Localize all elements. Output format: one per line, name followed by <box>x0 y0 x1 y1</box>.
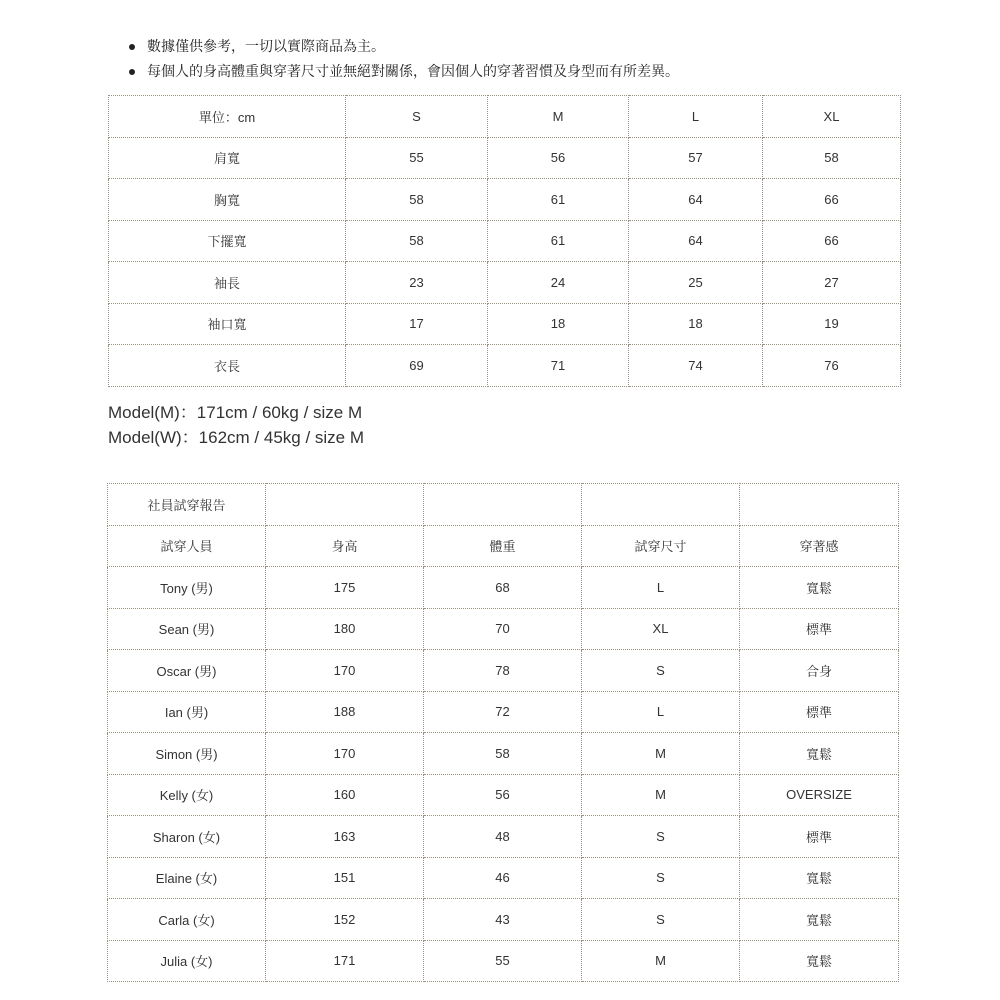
table-cell: 66 <box>763 179 901 221</box>
table-cell: 試穿人員 <box>108 525 266 567</box>
model-info <box>108 400 364 450</box>
table-cell: L <box>629 96 763 138</box>
table-cell: 170 <box>266 733 424 775</box>
table-cell: 試穿尺寸 <box>582 525 740 567</box>
table-cell: 188 <box>266 691 424 733</box>
table-cell: 標準 <box>740 816 899 858</box>
table-cell: 58 <box>346 220 488 262</box>
table-cell: 寬鬆 <box>740 567 899 609</box>
table-cell: 17 <box>346 303 488 345</box>
table-cell: 43 <box>424 899 582 941</box>
table-cell: S <box>346 96 488 138</box>
table-cell: 56 <box>424 774 582 816</box>
table-cell: 58 <box>763 137 901 179</box>
table-cell: 寬鬆 <box>740 940 899 982</box>
table-cell: Julia (女) <box>108 940 266 982</box>
table-cell: Ian (男) <box>108 691 266 733</box>
table-cell: 19 <box>763 303 901 345</box>
table-cell: M <box>582 733 740 775</box>
table-cell: M <box>488 96 629 138</box>
table-cell: 標準 <box>740 608 899 650</box>
table-cell: 175 <box>266 567 424 609</box>
table-cell: 76 <box>763 345 901 387</box>
table-cell: 穿著感 <box>740 525 899 567</box>
table-cell: 寬鬆 <box>740 857 899 899</box>
table-row <box>109 262 901 304</box>
table-cell: Elaine (女) <box>108 857 266 899</box>
table-title: 社員試穿報告 <box>108 484 266 526</box>
table-cell: 61 <box>488 179 629 221</box>
table-cell: S <box>582 857 740 899</box>
table-cell: Simon (男) <box>108 733 266 775</box>
table-row <box>108 691 899 733</box>
table-cell: 23 <box>346 262 488 304</box>
table-cell: 58 <box>424 733 582 775</box>
table-cell: 袖長 <box>109 262 346 304</box>
table-cell: XL <box>763 96 901 138</box>
table-cell: Kelly (女) <box>108 774 266 816</box>
table-cell: OVERSIZE <box>740 774 899 816</box>
table-row <box>108 733 899 775</box>
table-cell: 152 <box>266 899 424 941</box>
table-cell: 袖口寬 <box>109 303 346 345</box>
model-m: Model(M)：171cm / 60kg / size M <box>108 403 363 422</box>
table-row <box>109 303 901 345</box>
table-row <box>109 137 901 179</box>
table-cell: 體重 <box>424 525 582 567</box>
table-cell: 身高 <box>266 525 424 567</box>
table-cell: 58 <box>346 179 488 221</box>
table-cell: 胸寬 <box>109 179 346 221</box>
table-row <box>108 857 899 899</box>
table-title-row <box>108 484 899 526</box>
table-cell: 70 <box>424 608 582 650</box>
table-row <box>108 940 899 982</box>
table-cell: 160 <box>266 774 424 816</box>
table-header-row <box>108 525 899 567</box>
table-cell: 64 <box>629 220 763 262</box>
table-cell: 24 <box>488 262 629 304</box>
table-cell: 171 <box>266 940 424 982</box>
table-cell: 74 <box>629 345 763 387</box>
note: 每個人的身高體重與穿著尺寸並無絕對關係，會因個人的穿著習慣及身型而有所差異。 <box>125 59 679 84</box>
table-cell: 寬鬆 <box>740 733 899 775</box>
table-cell: 18 <box>629 303 763 345</box>
fit-report-table <box>107 483 899 982</box>
table-cell: S <box>582 650 740 692</box>
table-cell: Tony (男) <box>108 567 266 609</box>
notes-list <box>125 34 679 84</box>
table-cell: 48 <box>424 816 582 858</box>
table-cell: 180 <box>266 608 424 650</box>
table-cell: Sharon (女) <box>108 816 266 858</box>
table-cell: XL <box>582 608 740 650</box>
table-row <box>109 179 901 221</box>
table-cell: 78 <box>424 650 582 692</box>
table-row <box>108 774 899 816</box>
table-cell: 55 <box>424 940 582 982</box>
table-cell: 170 <box>266 650 424 692</box>
table-cell: 72 <box>424 691 582 733</box>
table-cell: 55 <box>346 137 488 179</box>
table-cell: 46 <box>424 857 582 899</box>
table-cell: 56 <box>488 137 629 179</box>
table-cell: S <box>582 816 740 858</box>
table-cell: 25 <box>629 262 763 304</box>
table-cell: M <box>582 940 740 982</box>
note: 數據僅供參考，一切以實際商品為主。 <box>125 34 679 59</box>
table-row <box>108 567 899 609</box>
table-cell: 163 <box>266 816 424 858</box>
table-cell: M <box>582 774 740 816</box>
table-row <box>108 650 899 692</box>
table-row <box>109 220 901 262</box>
table-row <box>108 816 899 858</box>
table-cell: 單位：cm <box>109 96 346 138</box>
table-cell: 標準 <box>740 691 899 733</box>
table-cell: Carla (女) <box>108 899 266 941</box>
table-cell: 69 <box>346 345 488 387</box>
table-cell: 肩寬 <box>109 137 346 179</box>
table-cell: 68 <box>424 567 582 609</box>
table-row <box>108 608 899 650</box>
table-cell: 合身 <box>740 650 899 692</box>
table-cell: 寬鬆 <box>740 899 899 941</box>
table-cell: Oscar (男) <box>108 650 266 692</box>
table-cell: 衣長 <box>109 345 346 387</box>
table-row <box>108 899 899 941</box>
table-header-row <box>109 96 901 138</box>
table-cell: L <box>582 691 740 733</box>
table-cell: L <box>582 567 740 609</box>
table-cell: 下擺寬 <box>109 220 346 262</box>
table-cell: S <box>582 899 740 941</box>
table-row <box>109 345 901 387</box>
size-table <box>108 95 901 387</box>
table-cell: 27 <box>763 262 901 304</box>
model-w: Model(W)：162cm / 45kg / size M <box>108 428 365 447</box>
table-cell: 57 <box>629 137 763 179</box>
table-cell: 66 <box>763 220 901 262</box>
table-cell: 151 <box>266 857 424 899</box>
table-cell: 64 <box>629 179 763 221</box>
table-cell: 71 <box>488 345 629 387</box>
table-cell: 61 <box>488 220 629 262</box>
table-cell: Sean (男) <box>108 608 266 650</box>
table-cell: 18 <box>488 303 629 345</box>
